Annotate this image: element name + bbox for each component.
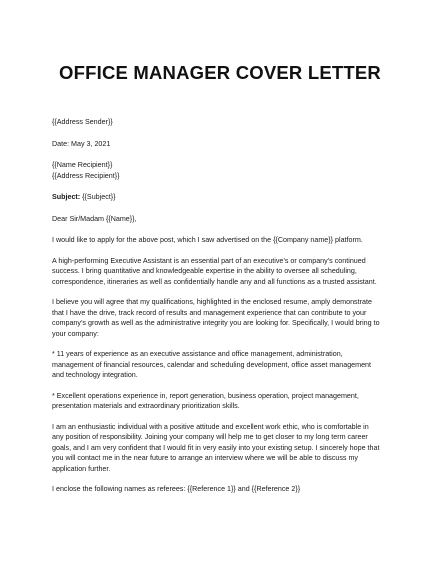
- bullet-operations: [52, 391, 392, 412]
- subject-line: [52, 192, 392, 203]
- paragraph-qualifications: [52, 297, 392, 339]
- paragraph-intro: [52, 235, 392, 246]
- address-sender: {{Address Sender}}: [52, 118, 113, 126]
- paragraph-enthusiastic: [52, 422, 392, 475]
- paragraph-line: your company:: [52, 329, 99, 338]
- paragraph-line: I enclose the following names as referees: {{Reference 1}} and {{Reference 2}}: [52, 485, 301, 493]
- paragraph-line: I believe you will agree that my qualifications, highlighted in the enclosed resume, amply demonstrate: [52, 298, 372, 306]
- paragraph-line: I am an enthusiastic individual with a positive attitude and excellent work ethic, who is comfortable in: [52, 422, 369, 431]
- paragraph-line: A high-performing Executive Assistant is an essential part of an executive’s or company’s continued: [52, 256, 366, 265]
- paragraph-line: presentation materials and extraordinary prioritization skills.: [52, 402, 240, 410]
- paragraph-line: I would like to apply for the above post, which I saw advertised on the {{Company name}} platform.: [52, 236, 363, 244]
- paragraph-line: goals, and I am very confident that I would fit in very easily into your existing setup. I sincerely hope that: [52, 443, 380, 452]
- bullet-experience: [52, 349, 392, 381]
- paragraph-line: any position of responsibility. Joining your company will help me to get closer to my long term career: [52, 433, 368, 441]
- paragraph-line: * Excellent operations experience in, report generation, business operation, project management,: [52, 391, 359, 400]
- letter-date: Date: May 3, 2021: [52, 139, 111, 148]
- subject-value: {{Subject}}: [80, 193, 116, 201]
- paragraph-line: company’s growth as well as the administrative integrity you are looking for. Specifically, I would bring to: [52, 319, 380, 327]
- paragraph-line: and technology integration.: [52, 371, 138, 379]
- paragraph-line: * 11 years of experience as an executive assistance and office management, administration,: [52, 350, 343, 358]
- name-recipient: {{Name Recipient}}: [52, 161, 113, 169]
- letter-body: [52, 117, 392, 495]
- paragraph-line: you will contact me in the near future to arrange an interview where we will be able to discuss my: [52, 454, 359, 462]
- address-recipient: {{Address Recipient}}: [52, 171, 120, 180]
- paragraph-referees: [52, 484, 392, 495]
- paragraph-line: management of financial resources, calendar and scheduling development, office asset management: [52, 360, 372, 369]
- paragraph-line: success. I bring quantitative and knowledgeable expertise in the ability to oversee all scheduling,: [52, 267, 357, 275]
- paragraph-line: correspondence, itineraries as well as confidentially handle any and all functions as a trusted assistant.: [52, 277, 377, 286]
- subject-label: Subject:: [52, 193, 81, 201]
- salutation: Dear Sir/Madam {{Name}},: [52, 214, 137, 223]
- page-title: OFFICE MANAGER COVER LETTER: [59, 62, 381, 83]
- paragraph-line: application further.: [52, 464, 111, 473]
- paragraph-executive-assistant: [52, 256, 392, 288]
- paragraph-line: that I have the drive, track record of results and management experience that can contribute to your: [52, 308, 367, 317]
